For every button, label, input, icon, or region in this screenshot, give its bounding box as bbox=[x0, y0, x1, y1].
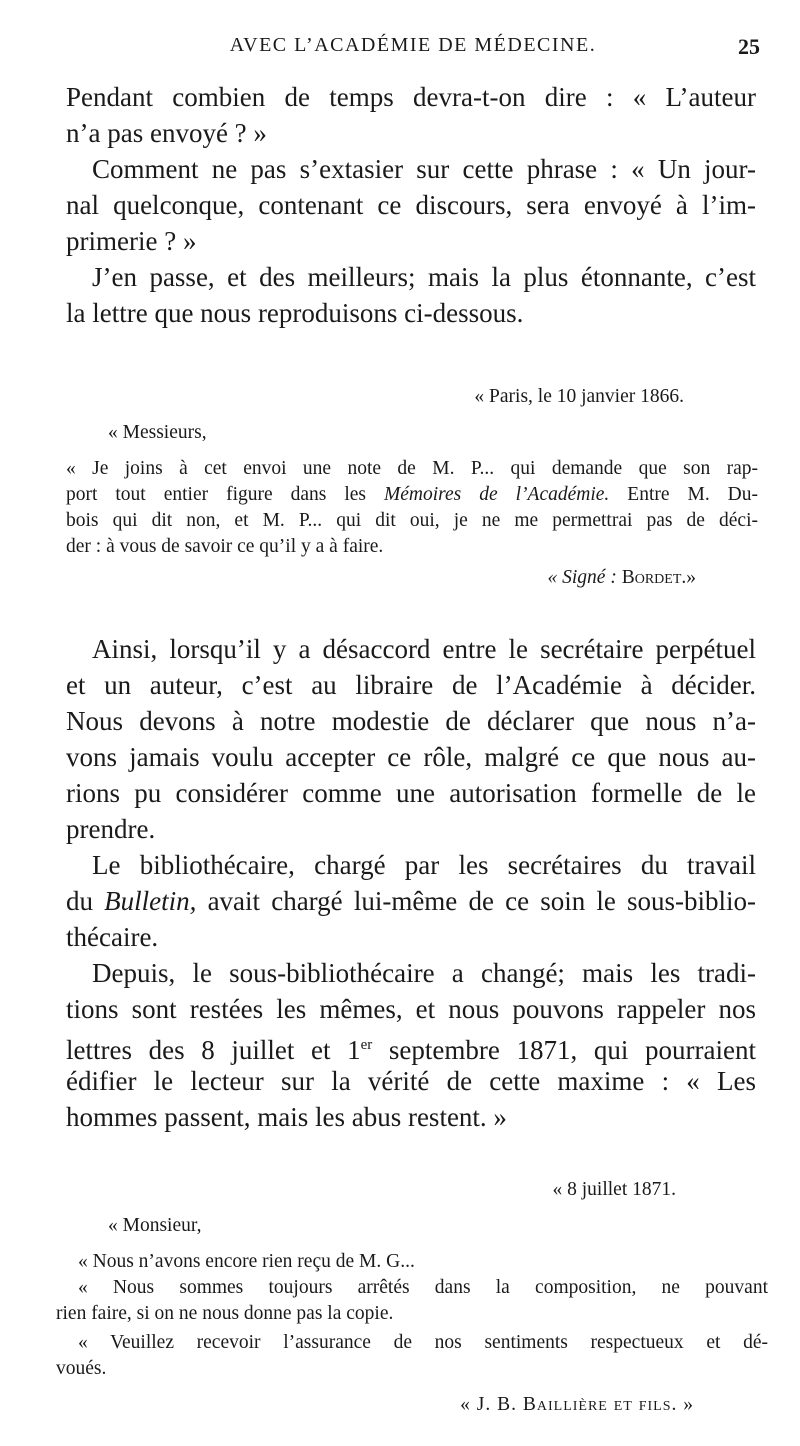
text-line: Le bibliothécaire, chargé par les secrétaires du travail bbox=[92, 850, 756, 880]
letter-line: voués. bbox=[56, 1358, 107, 1379]
letter-line: « Je joins à cet envoi une note de M. P... qui demande que son rap- bbox=[66, 458, 758, 479]
letter-date: « 8 juillet 1871. bbox=[552, 1179, 676, 1200]
text-line: thécaire. bbox=[66, 922, 159, 952]
text-line: J’en passe, et des meilleurs; mais la plus étonnante, c’est bbox=[92, 262, 756, 292]
running-title: AVEC L’ACADÉMIE DE MÉDECINE. bbox=[229, 34, 597, 56]
letter-salutation: « Messieurs, bbox=[108, 422, 207, 443]
letter-signature: « Signé : Bordet.» bbox=[547, 567, 696, 588]
text-line: Nous devons à notre modestie de déclarer que nous n’a- bbox=[66, 706, 756, 736]
letter-line: rien faire, si on ne nous donne pas la copie. bbox=[56, 1303, 394, 1324]
text-line: et un auteur, c’est au libraire de l’Académie à décider. bbox=[66, 670, 756, 700]
text-line: Depuis, le sous-bibliothécaire a changé; mais les tradi- bbox=[92, 958, 756, 988]
text-line: lettres des 8 juillet et 1er septembre 1871, qui pourraient bbox=[66, 1035, 756, 1065]
letter-line: « Nous n’avons encore rien reçu de M. G... bbox=[78, 1251, 415, 1272]
text-line: n’a pas envoyé ? » bbox=[66, 118, 267, 148]
text-line: hommes passent, mais les abus restent. » bbox=[66, 1102, 507, 1132]
text-line: Comment ne pas s’extasier sur cette phrase : « Un jour- bbox=[92, 154, 756, 184]
letter-line: bois qui dit non, et M. P... qui dit oui, je ne me permettrai pas de déci- bbox=[66, 510, 758, 531]
text-line: édifier le lecteur sur la vérité de cette maxime : « Les bbox=[66, 1066, 756, 1096]
text-line: du Bulletin, avait chargé lui-même de ce soin le sous-biblio- bbox=[66, 886, 757, 916]
letter-signature: « J. B. Baillière et fils. » bbox=[460, 1394, 694, 1415]
text-line: la lettre que nous reproduisons ci-dessous. bbox=[66, 298, 524, 328]
text-line: vons jamais voulu accepter ce rôle, malgré ce que nous au- bbox=[66, 742, 756, 772]
page-number: 25 bbox=[738, 34, 760, 59]
letter-line: der : à vous de savoir ce qu’il y a à faire. bbox=[66, 536, 384, 557]
page-header bbox=[66, 34, 760, 60]
text-line: tions sont restées les mêmes, et nous pouvons rappeler nos bbox=[66, 994, 756, 1024]
letter-line: « Veuillez recevoir l’assurance de nos sentiments respectueux et dé- bbox=[78, 1332, 768, 1353]
text-line: rions pu considérer comme une autorisation formelle de le bbox=[66, 778, 756, 808]
text-line: primerie ? » bbox=[66, 226, 197, 256]
text-line: Pendant combien de temps devra-t-on dire : « L’auteur bbox=[66, 82, 756, 112]
letter-line: port tout entier figure dans les Mémoires de l’Académie. Entre M. Du- bbox=[66, 484, 759, 505]
letter-date: « Paris, le 10 janvier 1866. bbox=[474, 386, 684, 407]
text-line: Ainsi, lorsqu’il y a désaccord entre le secrétaire perpétuel bbox=[92, 634, 756, 664]
text-line: nal quelconque, contenant ce discours, sera envoyé à l’im- bbox=[66, 190, 756, 220]
letter-line: « Nous sommes toujours arrêtés dans la composition, ne pouvant bbox=[78, 1277, 768, 1298]
letter-salutation: « Monsieur, bbox=[108, 1215, 202, 1236]
text-line: prendre. bbox=[66, 814, 156, 844]
